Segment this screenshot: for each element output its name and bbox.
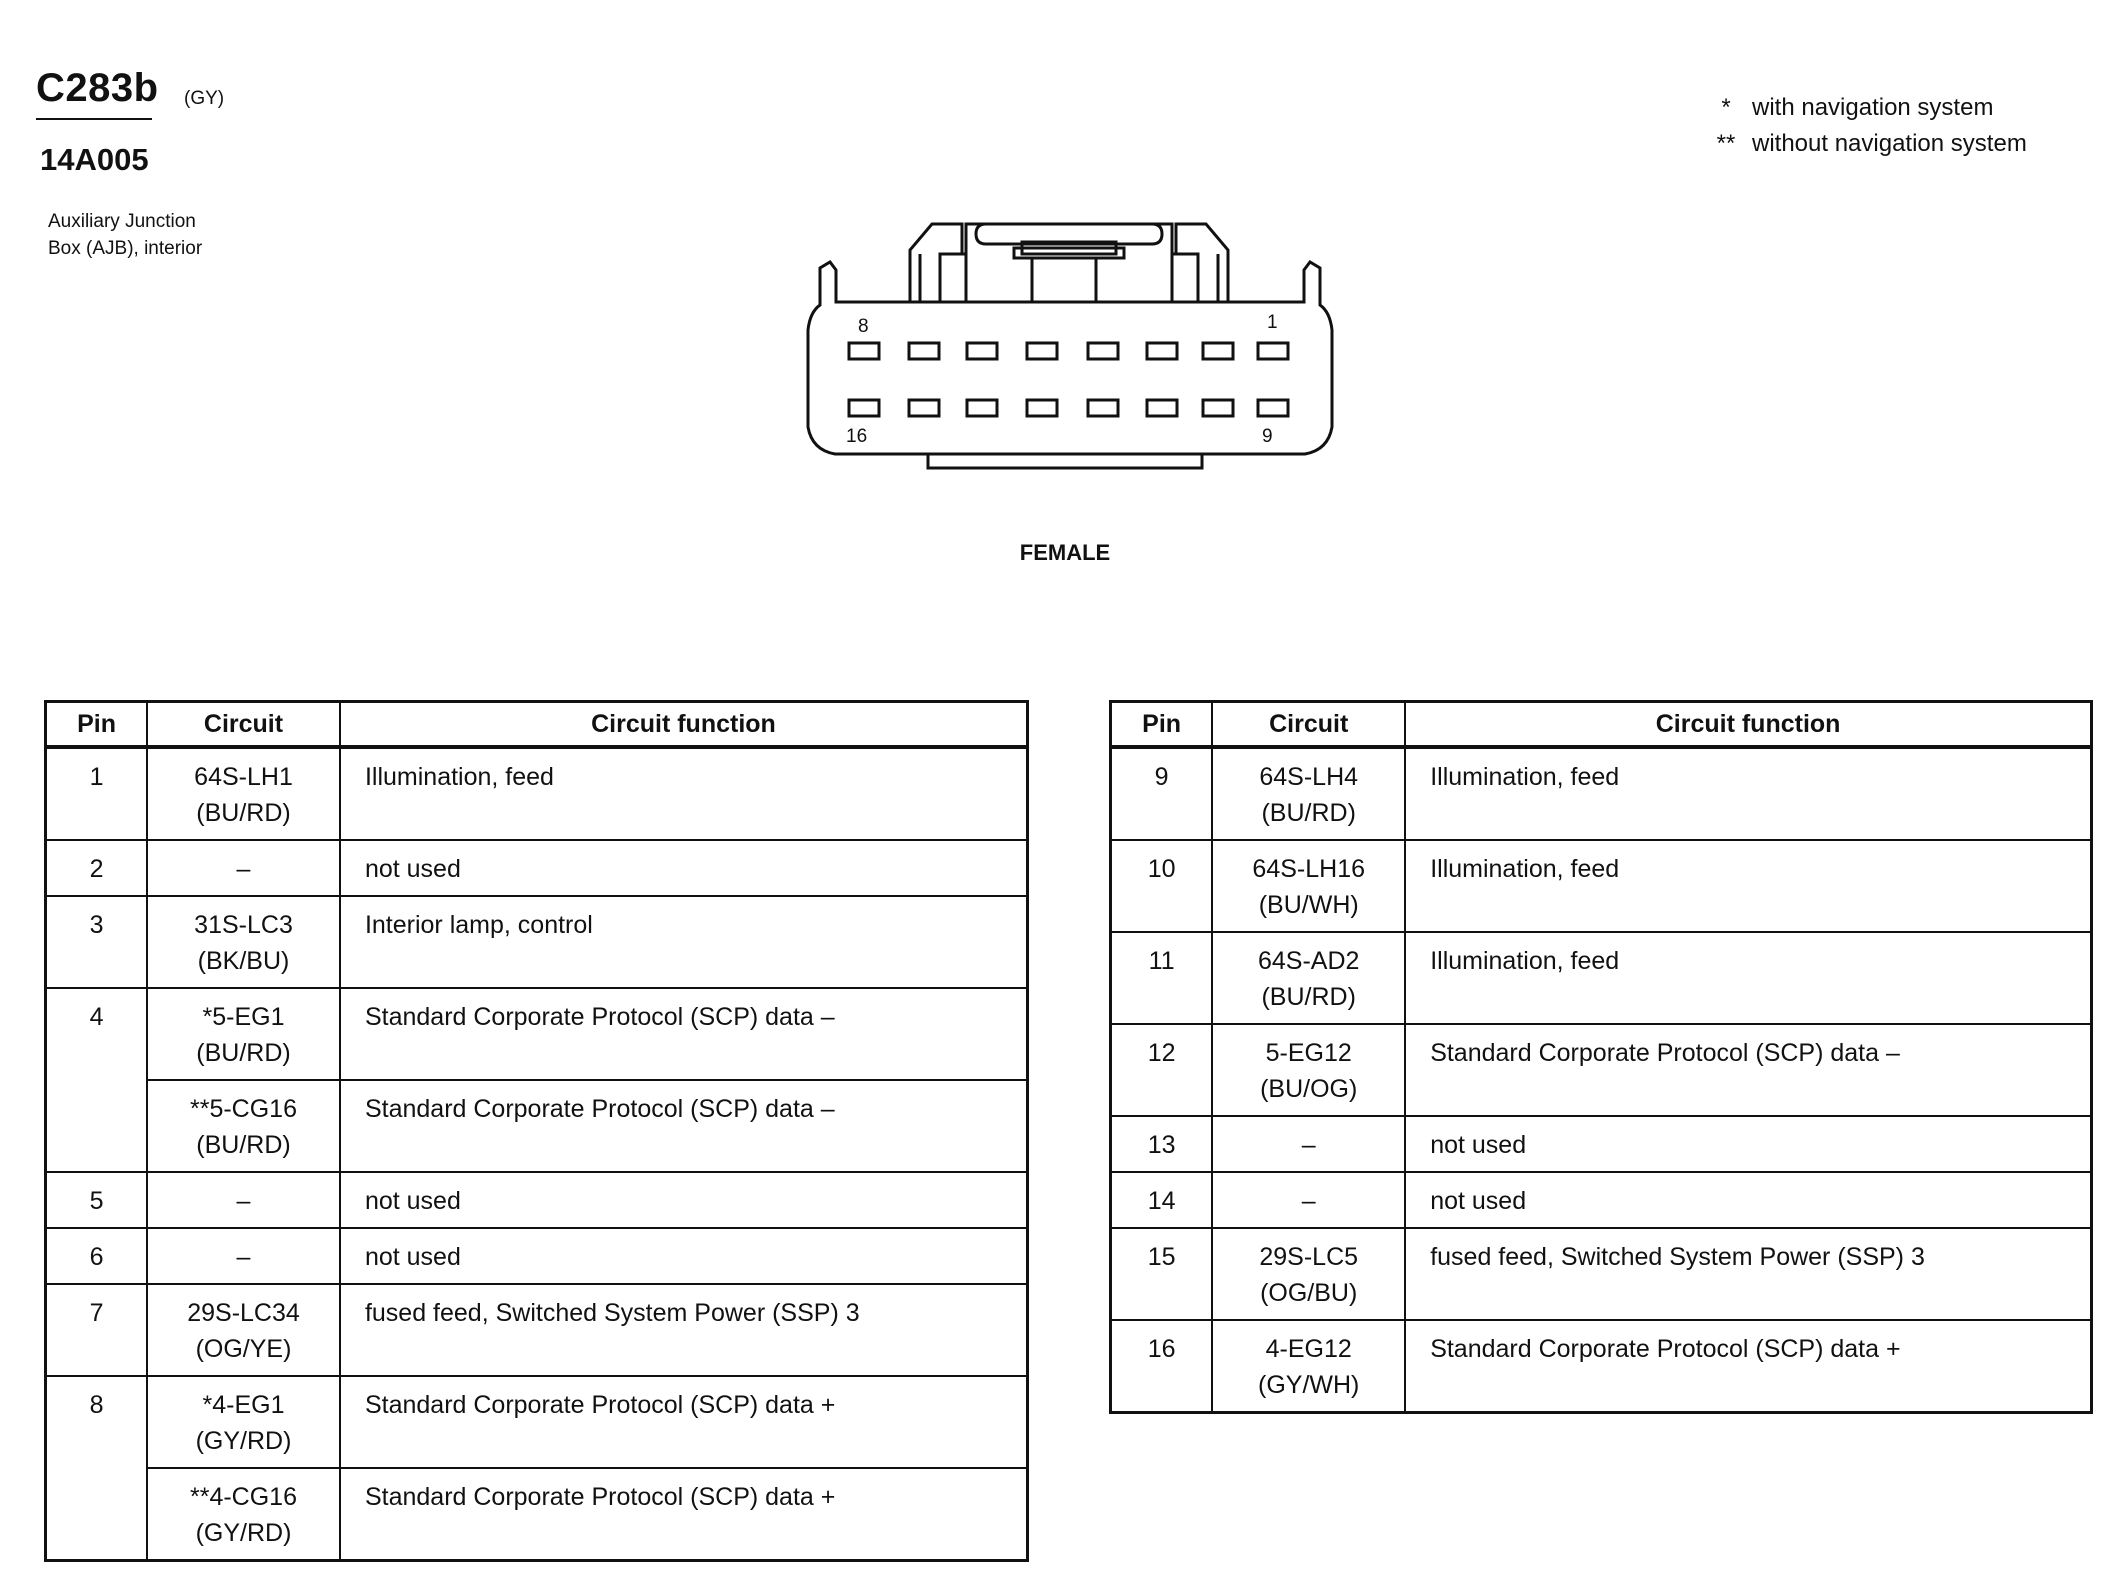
pin-number: 2	[46, 840, 148, 896]
circuit-function: Standard Corporate Protocol (SCP) data +	[340, 1468, 1028, 1561]
table-row	[46, 1376, 1028, 1468]
legend-mark: *	[1721, 94, 1731, 121]
pin-row-top	[849, 343, 1288, 359]
header-circuit: Circuit	[1212, 702, 1405, 748]
table-row	[1111, 840, 2092, 932]
circuit-code: 4-EG12	[1265, 1335, 1352, 1363]
table-row	[46, 747, 1028, 840]
circuit-cell	[1212, 932, 1405, 1024]
circuit-code: –	[1301, 1131, 1316, 1159]
table-row	[46, 1080, 1028, 1172]
circuit-code: 64S-AD2	[1257, 947, 1360, 975]
circuit-cell	[147, 747, 340, 840]
table-row	[46, 840, 1028, 896]
pin-number: 14	[1111, 1172, 1213, 1228]
circuit-function: not used	[1405, 1172, 2091, 1228]
circuit-function: Illumination, feed	[1405, 747, 2091, 840]
circuit-code: **4-CG16	[190, 1483, 297, 1511]
connector-face-diagram	[790, 212, 1350, 492]
circuit-cell	[147, 896, 340, 988]
circuit-function: not used	[340, 1228, 1028, 1284]
circuit-cell	[1212, 1228, 1405, 1320]
table-row	[46, 1468, 1028, 1561]
circuit-code: 5-EG12	[1265, 1039, 1352, 1067]
table-row	[46, 988, 1028, 1080]
header-circuit-function: Circuit function	[340, 702, 1028, 748]
table-row	[1111, 1024, 2092, 1116]
circuit-cell	[147, 1080, 340, 1172]
circuit-code: –	[236, 1243, 251, 1271]
circuit-code: 29S-LC5	[1259, 1243, 1359, 1271]
circuit-function: Standard Corporate Protocol (SCP) data –	[340, 1080, 1028, 1172]
legend-text: with navigation system	[1752, 94, 1994, 121]
pin-label-9: 9	[1262, 426, 1273, 447]
circuit-code: –	[236, 855, 251, 883]
circuit-cell	[1212, 840, 1405, 932]
bottom-rib	[928, 454, 1202, 468]
circuit-code: 29S-LC34	[187, 1299, 300, 1327]
footnote-legend	[1700, 90, 2027, 162]
wire-color: (OG/BU)	[1260, 1279, 1358, 1307]
circuit-function: Standard Corporate Protocol (SCP) data +	[340, 1376, 1028, 1468]
circuit-function: fused feed, Switched System Power (SSP) 3	[1405, 1228, 2091, 1320]
pin-table-left	[44, 700, 1029, 1562]
circuit-cell	[1212, 1116, 1405, 1172]
header-circuit: Circuit	[147, 702, 340, 748]
circuit-cell	[147, 1172, 340, 1228]
pin-number: 5	[46, 1172, 148, 1228]
wire-color: (BK/BU)	[197, 947, 290, 975]
pin-number: 13	[1111, 1116, 1213, 1172]
description-line: Box (AJB), interior	[48, 238, 203, 259]
circuit-function: Illumination, feed	[340, 747, 1028, 840]
circuit-code: 64S-LH4	[1259, 763, 1359, 791]
wire-color: (OG/YE)	[195, 1335, 292, 1363]
table-row	[46, 896, 1028, 988]
pin-number: 10	[1111, 840, 1213, 932]
circuit-cell	[1212, 1024, 1405, 1116]
pin-number: 16	[1111, 1320, 1213, 1413]
wire-color: (GY/RD)	[195, 1427, 292, 1455]
circuit-function: Interior lamp, control	[340, 896, 1028, 988]
left-latch	[910, 224, 962, 302]
pin-label-8: 8	[858, 316, 869, 337]
circuit-cell	[147, 1228, 340, 1284]
connector-gender-label: FEMALE	[1019, 540, 1111, 565]
pin-number: 8	[46, 1376, 148, 1561]
part-number: 14A005	[40, 142, 149, 177]
circuit-code: *5-EG1	[202, 1003, 285, 1031]
circuit-cell	[147, 840, 340, 896]
wire-color: (GY/WH)	[1258, 1371, 1360, 1399]
table-row	[46, 1228, 1028, 1284]
pin-label-16: 16	[846, 426, 868, 447]
circuit-cell	[1212, 1172, 1405, 1228]
circuit-code: **5-CG16	[190, 1095, 297, 1123]
circuit-function: not used	[1405, 1116, 2091, 1172]
circuit-code: *4-EG1	[202, 1391, 285, 1419]
table-row	[1111, 1228, 2092, 1320]
table-row	[1111, 932, 2092, 1024]
pin-number: 11	[1111, 932, 1213, 1024]
legend-row-without-nav	[1700, 126, 2027, 162]
connector-id-underline	[36, 118, 152, 120]
circuit-code: 64S-LH1	[194, 763, 293, 791]
table-row	[1111, 1116, 2092, 1172]
connector-color: (GY)	[184, 88, 225, 109]
circuit-code: 31S-LC3	[194, 911, 293, 939]
pin-label-1: 1	[1267, 312, 1278, 333]
description-line: Auxiliary Junction	[48, 211, 196, 232]
circuit-code: 64S-LH16	[1252, 855, 1365, 883]
pin-number: 9	[1111, 747, 1213, 840]
header-pin: Pin	[46, 702, 148, 748]
wire-color: (BU/RD)	[196, 1039, 291, 1067]
pin-number: 4	[46, 988, 148, 1172]
pin-row-bottom	[849, 400, 1288, 416]
connector-id: C283b	[36, 66, 159, 110]
pin-number: 6	[46, 1228, 148, 1284]
circuit-function: fused feed, Switched System Power (SSP) 3	[340, 1284, 1028, 1376]
circuit-code: –	[1301, 1187, 1316, 1215]
table-row	[1111, 1320, 2092, 1413]
circuit-cell	[147, 1284, 340, 1376]
wire-color: (BU/RD)	[196, 799, 291, 827]
wire-color: (GY/RD)	[195, 1519, 292, 1547]
circuit-function: Standard Corporate Protocol (SCP) data +	[1405, 1320, 2091, 1413]
wire-color: (BU/WH)	[1258, 891, 1359, 919]
circuit-cell	[1212, 747, 1405, 840]
circuit-function: not used	[340, 1172, 1028, 1228]
pin-number: 12	[1111, 1024, 1213, 1116]
circuit-function: Illumination, feed	[1405, 932, 2091, 1024]
circuit-cell	[147, 988, 340, 1080]
header-pin: Pin	[1111, 702, 1213, 748]
circuit-cell	[147, 1468, 340, 1561]
table-header-row	[1111, 702, 2092, 748]
circuit-function: Illumination, feed	[1405, 840, 2091, 932]
connector-description	[48, 208, 202, 262]
circuit-cell	[147, 1376, 340, 1468]
table-row	[46, 1172, 1028, 1228]
right-latch	[1176, 224, 1228, 302]
circuit-function: Standard Corporate Protocol (SCP) data –	[1405, 1024, 2091, 1116]
wire-color: (BU/RD)	[1261, 799, 1356, 827]
circuit-function: not used	[340, 840, 1028, 896]
table-header-row	[46, 702, 1028, 748]
pin-number: 15	[1111, 1228, 1213, 1320]
wire-color: (BU/RD)	[196, 1131, 291, 1159]
connector-housing-outline	[808, 262, 1332, 454]
circuit-function: Standard Corporate Protocol (SCP) data –	[340, 988, 1028, 1080]
table-row	[1111, 747, 2092, 840]
legend-mark: **	[1716, 130, 1736, 157]
wire-color: (BU/OG)	[1260, 1075, 1358, 1103]
circuit-code: –	[236, 1187, 251, 1215]
center-bridge	[966, 224, 1172, 302]
circuit-cell	[1212, 1320, 1405, 1413]
wire-color: (BU/RD)	[1261, 983, 1356, 1011]
header-circuit-function: Circuit function	[1405, 702, 2091, 748]
pin-number: 7	[46, 1284, 148, 1376]
pin-number: 3	[46, 896, 148, 988]
legend-text: without navigation system	[1752, 130, 2027, 157]
pin-table-right	[1109, 700, 2093, 1414]
table-row	[46, 1284, 1028, 1376]
legend-row-with-nav	[1700, 90, 2027, 126]
table-row	[1111, 1172, 2092, 1228]
pin-number: 1	[46, 747, 148, 840]
